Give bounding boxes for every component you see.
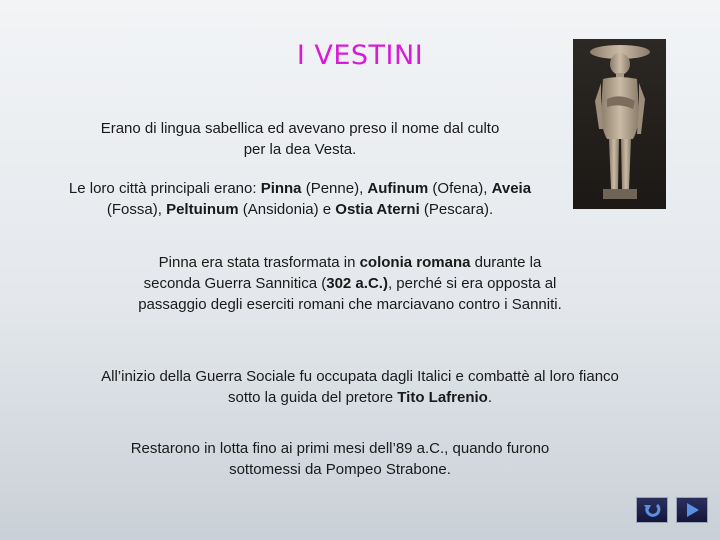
term-colonia-romana: colonia romana [359, 254, 471, 271]
text-segment: Le loro città principali erano: [68, 180, 261, 197]
city-aveia: Aveia [491, 180, 532, 197]
paragraph-colony [130, 252, 570, 315]
statue-figure-icon [573, 39, 666, 209]
return-arrow-icon [642, 501, 662, 519]
city-ostia-aterni: Ostia Aterni [335, 201, 420, 218]
paragraph-surrender-text: Restarono in lotta fino ai primi mesi dell’89 a.C., quando furono sottomessi da Pompeo Strabone. [130, 440, 550, 478]
text-segment: (Ansidonia) e [238, 201, 336, 218]
paragraph-origin-text: Erano di lingua sabellica ed avevano preso il nome dal culto per la dea Vesta. [100, 120, 500, 158]
text-segment: durante la seconda Guerra Sannitica ( [143, 254, 542, 292]
paragraph-surrender [130, 438, 550, 480]
paragraph-cities [60, 178, 540, 220]
play-next-icon [684, 502, 700, 518]
name-tito-lafrenio: Tito Lafrenio [397, 389, 488, 406]
text-segment: (Penne), [301, 180, 368, 197]
date-302-bc: 302 a.C.) [326, 275, 388, 292]
next-slide-button[interactable] [676, 497, 708, 523]
text-segment: (Pescara). [419, 201, 494, 218]
text-segment: (Fossa), [106, 201, 167, 218]
text-segment: . [487, 389, 492, 406]
text-segment: , perché si era opposta al passaggio degli eserciti romani che marciavano contro i Sanniti. [138, 275, 562, 313]
paragraph-social-war [100, 366, 620, 408]
text-segment: Pinna era stata trasformata in [158, 254, 360, 271]
text-segment: (Ofena), [428, 180, 492, 197]
city-pinna: Pinna [260, 180, 302, 197]
slide-title: I VESTINI [296, 40, 424, 71]
city-peltuinum: Peltuinum [166, 201, 239, 218]
paragraph-origin [90, 118, 510, 160]
city-aufinum: Aufinum [367, 180, 429, 197]
warrior-statue-image [573, 39, 666, 209]
return-button[interactable] [636, 497, 668, 523]
text-segment: All’inizio della Guerra Sociale fu occupata dagli Italici e combattè al loro fianco sotto la guida del pretore [101, 368, 619, 406]
